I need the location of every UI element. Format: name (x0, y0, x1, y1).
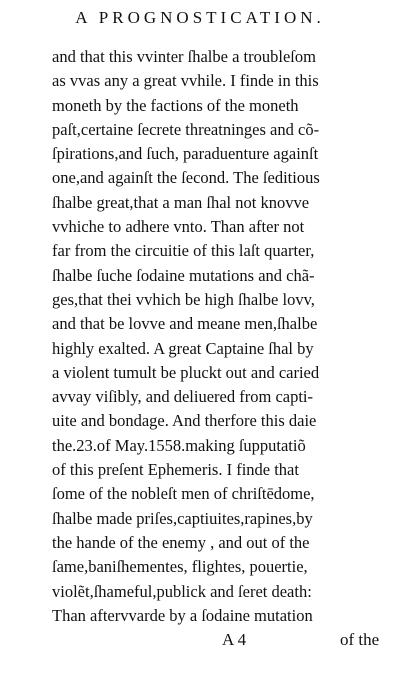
text-line: ſame,baniſhementes, flightes, pouertie, (52, 557, 308, 577)
text-line: highly exalted. A great Captaine ſhal by (52, 338, 314, 358)
signature-mark: A 4 (222, 630, 247, 649)
text-line: of this preſent Ephemeris. I finde that (52, 460, 299, 480)
catchword: of the (340, 630, 380, 649)
text-line: and that be lovve and meane men,ſhalbe (52, 314, 318, 334)
text-line: ſome of the nobleſt men of chriſtēdome, (52, 484, 315, 504)
body-text (52, 45, 392, 628)
text-line: paſt,certaine ſecrete threatninges and cõ- (52, 119, 320, 139)
running-head: A PROGNOSTICATION. (75, 8, 325, 27)
text-line: the hande of the enemy , and out of the (52, 532, 310, 552)
text-line: avvay viſibly, and deliuered from capti- (52, 387, 314, 407)
text-line: vvhiche to adhere vnto. Than after not (52, 217, 305, 237)
text-line: ſhalbe made priſes,captiuites,rapines,by (52, 508, 313, 528)
text-line: far from the circuitie of this laſt quarter, (52, 241, 315, 261)
text-line: moneth by the factions of the moneth (52, 95, 299, 115)
text-line: uite and bondage. And therfore this daie (52, 411, 317, 431)
text-line: the.23.of May.1558.making ſupputatiõ (52, 435, 306, 455)
text-line: as vvas any a great vvhile. I finde in this (52, 71, 319, 91)
text-line: ſhalbe ſuche ſodaine mutations and chã- (52, 265, 315, 285)
text-line: ges,that thei vvhich be high ſhalbe lovv, (52, 289, 315, 309)
text-line: ſhalbe great,that a man ſhal not knovve (52, 192, 310, 212)
text-line: Than aftervvarde by a ſodaine mutation (52, 605, 313, 625)
text-line: a violent tumult be pluckt out and caried (52, 362, 320, 382)
text-line: ſpirations,and ſuch, paraduenture againſt (52, 144, 319, 164)
text-line: one,and againſt the ſecond. The ſeditious (52, 168, 320, 188)
page-footer (0, 630, 400, 654)
text-line: violẽt,ſhameful,publick and ſeret death: (52, 581, 312, 601)
text-line: and that this vvinter ſhalbe a troubleſom (52, 47, 316, 66)
